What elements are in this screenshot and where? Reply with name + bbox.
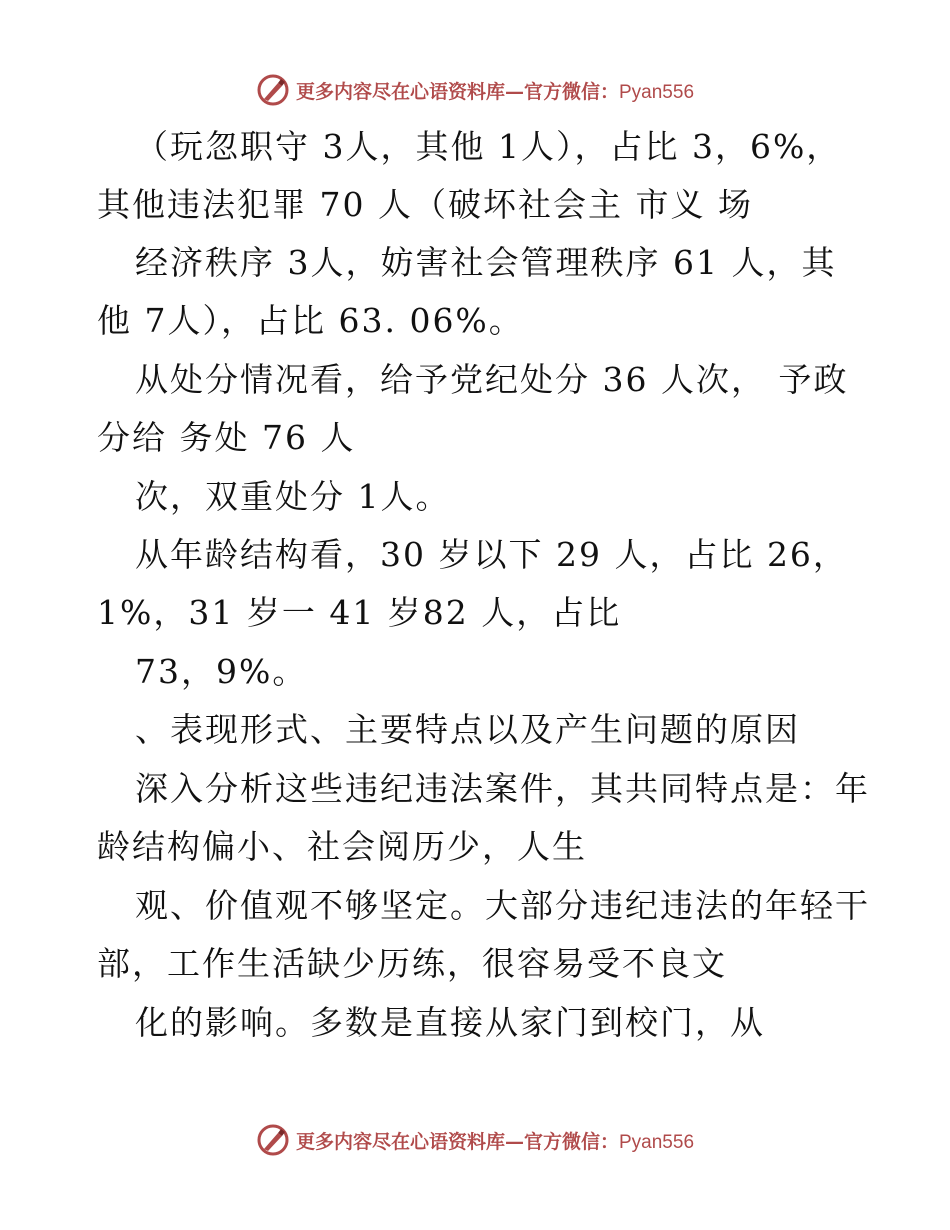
text-line: 1%，31 岁一 41 岁82 人，占比 bbox=[97, 593, 622, 632]
section-heading: 、表现形式、主要特点以及产生问题的原因 bbox=[135, 710, 800, 749]
watermark-group bbox=[256, 73, 694, 107]
watermark-caption: 更多内容尽在心语资料库—官方微信： bbox=[295, 80, 619, 103]
watermark-wechat-id: Pyan556 bbox=[619, 1131, 695, 1153]
text-line: 从年龄结构看，30 岁以下 29 人，占比 26， bbox=[135, 535, 848, 574]
text-line: （玩忽职守 3人，其他 1人），占比 3，6%， bbox=[135, 127, 842, 166]
watermark-text bbox=[296, 1127, 694, 1154]
watermark-text bbox=[296, 77, 694, 104]
watermark-group bbox=[256, 1123, 694, 1157]
text-line: 分给 务处 76 人 bbox=[97, 418, 356, 457]
text-line: 龄结构偏小、社会阅历少，人生 bbox=[97, 827, 587, 866]
text-line: 深入分析这些违纪违法案件，其共同特点是：年 bbox=[135, 769, 870, 808]
text-line: 73，9%。 bbox=[135, 652, 308, 691]
text-line: 观、价值观不够坚定。大部分违纪违法的年轻干 bbox=[135, 886, 870, 925]
text-line: 部，工作生活缺少历练，很容易受不良文 bbox=[97, 944, 727, 983]
text-line: 从处分情况看，给予党纪处分 36 人次， 予政 bbox=[135, 360, 849, 399]
watermark-caption: 更多内容尽在心语资料库—官方微信： bbox=[295, 1130, 619, 1153]
pen-logo-icon bbox=[256, 1123, 290, 1157]
header-watermark bbox=[0, 70, 950, 110]
text-line: 经济秩序 3人，妨害社会管理秩序 61 人，其 bbox=[135, 243, 837, 282]
watermark-wechat-id: Pyan556 bbox=[619, 81, 695, 103]
text-line: 次，双重处分 1人。 bbox=[135, 477, 451, 516]
footer-watermark bbox=[0, 1120, 950, 1160]
pen-logo-icon bbox=[256, 73, 290, 107]
text-line: 他 7人），占比 63. 06%。 bbox=[97, 301, 524, 340]
text-line: 其他违法犯罪 70 人（破坏社会主 市义 场 bbox=[97, 185, 753, 224]
text-line: 化的影响。多数是直接从家门到校门，从 bbox=[135, 1003, 765, 1042]
